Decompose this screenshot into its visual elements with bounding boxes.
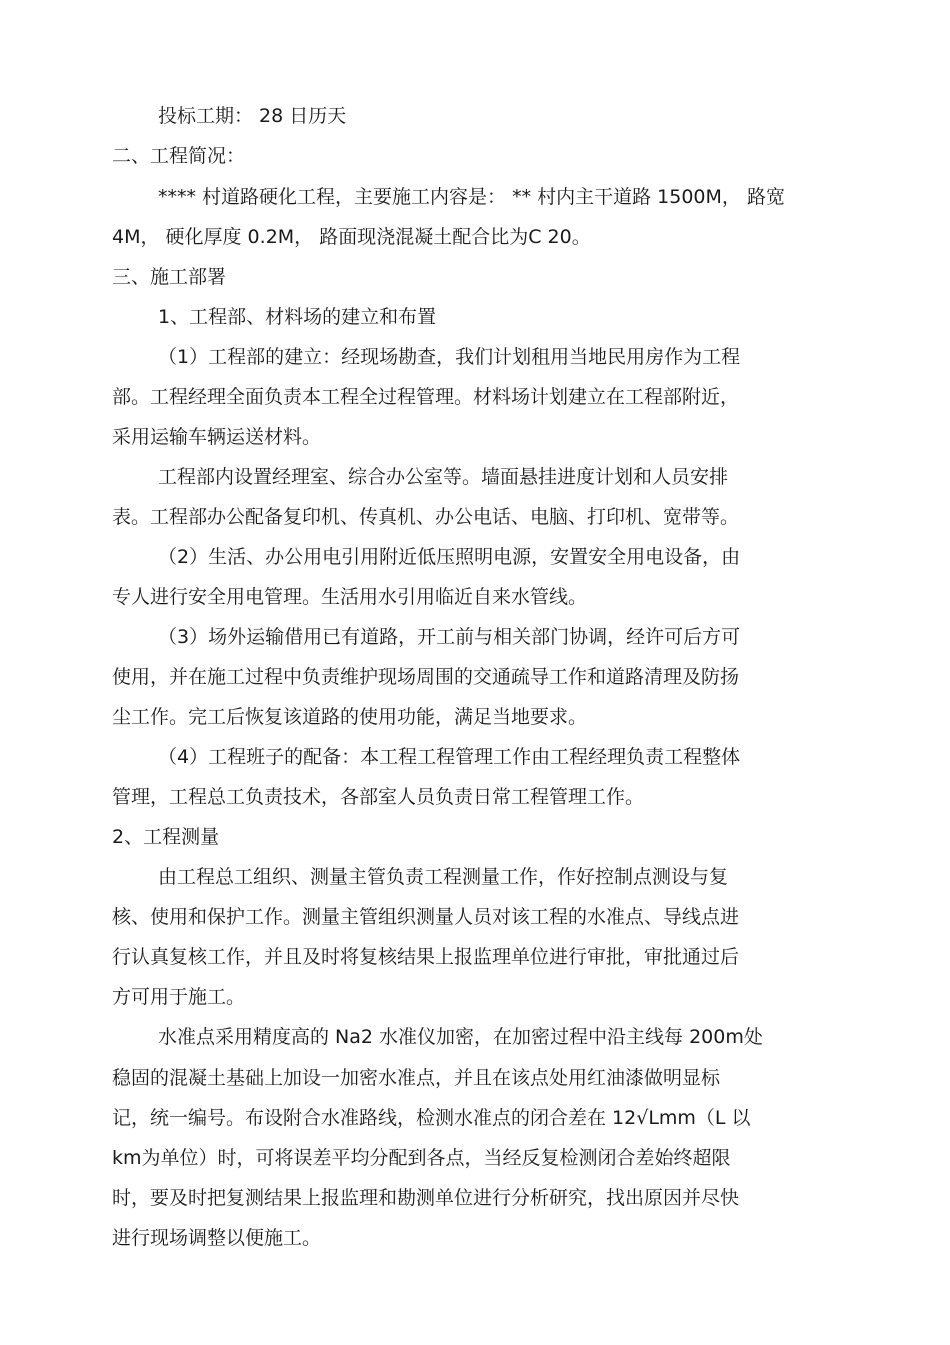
subsection-heading: 2、工程测量 [112,826,220,848]
text-line: （4）工程班子的配备：本工程工程管理工作由工程经理负责工程整体 [158,746,741,768]
text-line: 稳固的混凝土基础上加设一加密水准点，并且在该点处用红油漆做明显标 [112,1067,721,1089]
section-heading: 二、工程简况： [112,145,246,167]
text-line: km为单位）时，可将误差平均分配到各点，当经反复检测闭合差始终超限 [112,1147,731,1169]
text-line: 采用运输车辆运送材料。 [112,426,322,448]
section-heading: 三、施工部署 [112,266,227,288]
text-line: 尘工作。完工后恢复该道路的使用功能，满足当地要求。 [112,706,588,728]
text-line: 行认真复核工作，并且及时将复核结果上报监理单位进行审批，审批通过后 [112,946,740,968]
subsection-heading: 1、工程部、材料场的建立和布置 [158,306,437,328]
text-line: 进行现场调整以便施工。 [112,1227,322,1249]
text-line: 使用，并在施工过程中负责维护现场周围的交通疏导工作和道路清理及防扬 [112,666,740,688]
text-line: 4M， 硬化厚度 0.2M， 路面现浇混凝土配合比为C 20。 [112,226,591,248]
text-line: 方可用于施工。 [112,986,246,1008]
text-line: （2）生活、办公用电引用附近低压照明电源，安置安全用电设备，由 [158,546,741,568]
text-line: 记，统一编号。布设附合水准路线，检测水准点的闭合差在 12√Lmm（L 以 [112,1107,751,1129]
text-line: **** 村道路硬化工程，主要施工内容是： ** 村内主干道路 1500M， 路宽 [158,186,785,208]
text-line: （1）工程部的建立：经现场勘查，我们计划租用当地民用房作为工程 [158,346,741,368]
text-line: 部。工程经理全面负责本工程全过程管理。材料场计划建立在工程部附近， [112,386,740,408]
text-line: （3）场外运输借用已有道路，开工前与相关部门协调，经许可后方可 [158,626,741,648]
text-line: 工程部内设置经理室、综合办公室等。墙面悬挂进度计划和人员安排 [158,466,729,488]
text-line: 投标工期： 28 日历天 [158,105,347,127]
text-line: 水准点采用精度高的 Na2 水准仪加密，在加密过程中沿主线每 200m处 [158,1026,763,1048]
text-line: 表。工程部办公配备复印机、传真机、办公电话、电脑、打印机、宽带等。 [112,506,740,528]
text-line: 由工程总工组织、测量主管负责工程测量工作，作好控制点测设与复 [158,866,729,888]
text-line: 管理，工程总工负责技术，各部室人员负责日常工程管理工作。 [112,786,645,808]
text-line: 专人进行安全用电管理。生活用水引用临近自来水管线。 [112,586,588,608]
text-line: 核、使用和保护工作。测量主管组织测量人员对该工程的水准点、导线点进 [112,906,740,928]
text-line: 时，要及时把复测结果上报监理和勘测单位进行分析研究，找出原因并尽快 [112,1187,740,1209]
